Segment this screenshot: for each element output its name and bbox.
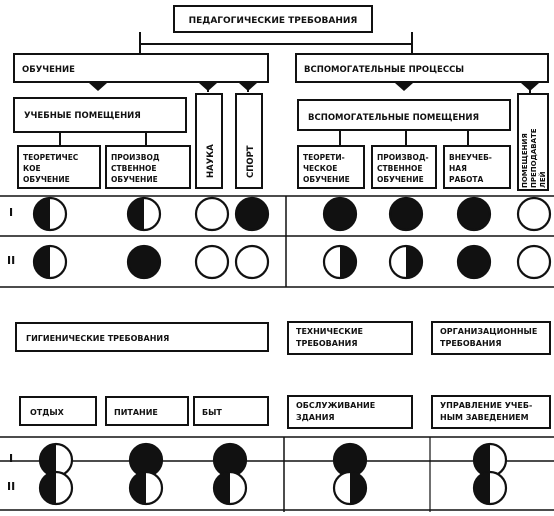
circle-half-left-icon	[214, 472, 246, 504]
column-header-label-line: ТЕОРЕТИЧЕС	[23, 153, 79, 162]
circle-empty-icon	[236, 246, 268, 278]
obsluzhivanie-label-line: ЗДАНИЯ	[296, 413, 335, 422]
row-label-ii	[7, 480, 15, 493]
pitanie-label-line: ПИТАНИЕ	[114, 408, 158, 417]
row-label-i	[9, 206, 13, 219]
organizacionnye-label-line: ОРГАНИЗАЦИОННЫЕ	[440, 327, 538, 336]
tekhnicheskie-label-line: ТРЕБОВАНИЯ	[296, 339, 358, 348]
vspom-pomeshcheniya-label	[308, 113, 479, 123]
pitanie-label	[114, 408, 158, 417]
column-header-label-line: ПРОИЗВОД-	[377, 153, 429, 162]
byt-label-line: БЫТ	[202, 408, 222, 417]
circle-full-icon	[324, 198, 356, 230]
upravlenie-label-line: УПРАВЛЕНИЕ УЧЕБ-	[440, 401, 533, 410]
obuchenie-label-line: ОБУЧЕНИЕ	[22, 65, 75, 75]
circle-half-left-icon	[128, 198, 160, 230]
column-header-label-line: ОБУЧЕНИЕ	[377, 175, 424, 184]
pomeshcheniya-prepodavateley-label-line: ПОМЕЩЕНИЯ	[521, 133, 529, 188]
circle-full-icon	[458, 246, 490, 278]
pomeshcheniya-prepodavateley-label-line: ЛЕЙ	[539, 171, 547, 188]
circle-half-left-icon	[474, 472, 506, 504]
gigiena-label-line: ГИГИЕНИЧЕСКИЕ ТРЕБОВАНИЯ	[26, 334, 170, 343]
nauka-label-line: НАУКА	[206, 144, 216, 178]
uchebnye-pomeshcheniya-label-line: УЧЕБНЫЕ ПОМЕЩЕНИЯ	[24, 111, 141, 121]
obsluzhivanie-label-line: ОБСЛУЖИВАНИЕ	[296, 401, 376, 410]
arrow-down-icon	[395, 83, 413, 91]
vspom-processy-label-line: ВСПОМОГАТЕЛЬНЫЕ ПРОЦЕССЫ	[304, 65, 465, 75]
pomeshcheniya-prepodavateley-label-line: ПРЕПОДАВАТЕ	[530, 128, 538, 188]
column-header-label-line: ТЕОРЕТИ-	[303, 153, 345, 162]
row-label-ii-line: II	[7, 480, 16, 493]
column-header-label-line: СТВЕННОЕ	[377, 164, 423, 173]
column-header-label-line: РАБОТА	[449, 175, 484, 184]
circle-full-icon	[236, 198, 268, 230]
vspom-pomeshcheniya-label-line: ВСПОМОГАТЕЛЬНЫЕ ПОМЕЩЕНИЯ	[308, 113, 480, 123]
obuchenie-label	[22, 65, 75, 75]
column-header-label-line: ЧЕСКОЕ	[303, 164, 338, 173]
row-label-i-line: I	[9, 206, 14, 219]
row-label-i	[9, 452, 13, 465]
circle-half-left-icon	[40, 472, 72, 504]
nauka-label	[206, 144, 216, 178]
vspom-processy-label	[304, 65, 464, 75]
column-header-label	[377, 153, 429, 184]
gigiena-label	[26, 334, 169, 343]
column-header-label	[111, 153, 160, 184]
byt-label	[202, 408, 222, 417]
circle-half-right-icon	[324, 246, 356, 278]
sport-label-line: СПОРТ	[246, 145, 256, 178]
row-label-ii	[7, 254, 15, 267]
uchebnye-pomeshcheniya-label	[24, 111, 141, 121]
tekhnicheskie-label-line: ТЕХНИЧЕСКИЕ	[296, 327, 363, 336]
circle-half-right-icon	[334, 472, 366, 504]
circle-empty-icon	[196, 198, 228, 230]
otdykh-label	[30, 408, 65, 417]
column-header-label-line: НАЯ	[449, 164, 467, 173]
sport-label	[246, 145, 256, 178]
otdykh-label-line: ОТДЫХ	[30, 408, 64, 417]
column-header-label-line: ВНЕУЧЕБ-	[449, 153, 492, 162]
column-header-label-line: ОБУЧЕНИЕ	[23, 175, 70, 184]
row-label-i-line: I	[9, 452, 14, 465]
circle-half-left-icon	[34, 198, 66, 230]
circle-empty-icon	[196, 246, 228, 278]
arrow-down-icon	[89, 83, 107, 91]
upravlenie-label-line: НЫМ ЗАВЕДЕНИЕМ	[440, 413, 529, 422]
column-header-label-line: ПРОИЗВОД	[111, 153, 160, 162]
circle-half-left-icon	[34, 246, 66, 278]
circle-full-icon	[390, 198, 422, 230]
top-title-line: ПЕДАГОГИЧЕСКИЕ ТРЕБОВАНИЯ	[188, 16, 358, 26]
column-header-label-line: СТВЕННОЕ	[111, 164, 157, 173]
circle-empty-icon	[518, 246, 550, 278]
row-label-ii-line: II	[7, 254, 16, 267]
circle-empty-icon	[518, 198, 550, 230]
column-header-label-line: ОБУЧЕНИЕ	[111, 175, 158, 184]
circle-half-right-icon	[390, 246, 422, 278]
circle-half-left-icon	[130, 472, 162, 504]
column-header-label-line: ОБУЧЕНИЕ	[303, 175, 350, 184]
circle-full-icon	[128, 246, 160, 278]
column-header-label-line: КОЕ	[23, 164, 41, 173]
organizacionnye-label-line: ТРЕБОВАНИЯ	[440, 339, 502, 348]
circle-full-icon	[458, 198, 490, 230]
top-title	[189, 16, 358, 26]
